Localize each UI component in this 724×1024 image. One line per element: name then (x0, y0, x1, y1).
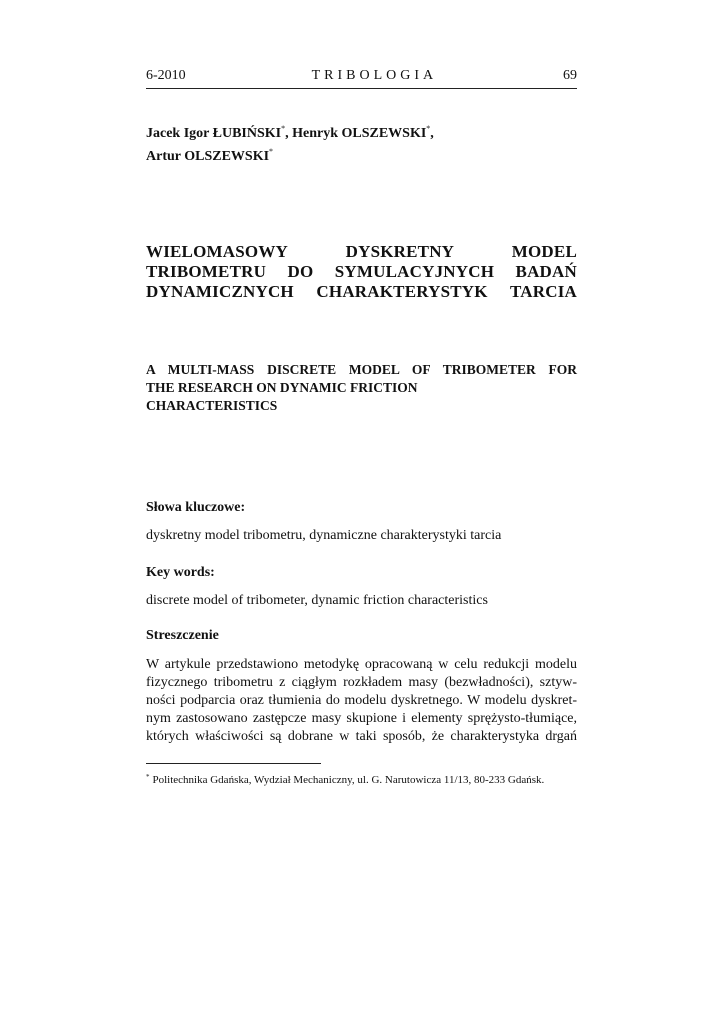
title-pl-line: WIELOMASOWY DYSKRETNY MODEL (146, 242, 577, 261)
title-english (146, 361, 577, 415)
abstract-line: których właściwości są dobrane w taki sposób, że charakterystyka drgań (146, 729, 577, 744)
affiliation-mark: * (426, 124, 431, 133)
author-lubinski: Jacek Igor ŁUBIŃSKI (146, 126, 282, 141)
abstract-body (146, 656, 577, 746)
affiliation-mark: * (269, 147, 274, 156)
title-pl-line: DYNAMICZNYCH CHARAKTERYSTYK TARCIA (146, 282, 577, 301)
keywords-pl-text: dyskretny model tribometru, dynamiczne charakterystyki tarcia (146, 528, 502, 543)
author-a-olszewski: Artur OLSZEWSKI (146, 149, 270, 164)
footnote-rule (146, 763, 321, 764)
abstract-line: fizycznego tribometru z ciągłym rozkładem masy (bezwładności), sztyw- (146, 675, 577, 690)
issue-number: 6-2010 (146, 68, 186, 83)
running-header (146, 68, 577, 89)
author-separator: , (430, 126, 434, 141)
page-number: 69 (563, 68, 577, 83)
abstract-line: nym zastosowano zastępcze masy skupione i elementy sprężysto-tłumiące, (146, 711, 577, 726)
title-polish (146, 242, 577, 302)
abstract-line: W artykule przedstawiono metodykę opracowaną w celu redukcji modelu (146, 657, 577, 672)
footnote (146, 770, 606, 787)
footnote-text: Politechnika Gdańska, Wydział Mechaniczny, ul. G. Narutowicza 11/13, 80-233 Gdańsk. (152, 774, 545, 786)
title-en-line: A MULTI-MASS DISCRETE MODEL OF TRIBOMETER FOR (146, 362, 577, 377)
author-list (146, 120, 577, 166)
author-h-olszewski: , Henryk OLSZEWSKI (285, 126, 427, 141)
keywords-en-text: discrete model of tribometer, dynamic friction characteristics (146, 593, 488, 608)
title-en-line: THE RESEARCH ON DYNAMIC FRICTION (146, 380, 418, 395)
abstract-heading: Streszczenie (146, 628, 219, 643)
affiliation-mark: * (281, 124, 286, 133)
abstract-line: ności podparcia oraz tłumienia do modelu dyskretnego. W modelu dyskret- (146, 693, 577, 708)
journal-name: TRIBOLOGIA (311, 68, 438, 83)
title-en-line: CHARACTERISTICS (146, 398, 278, 413)
keywords-pl-heading: Słowa kluczowe: (146, 500, 246, 515)
footnote-mark: * (146, 773, 150, 781)
author-line-1 (146, 120, 577, 143)
title-pl-line: TRIBOMETRU DO SYMULACYJNYCH BADAŃ (146, 262, 577, 281)
keywords-en-heading: Key words: (146, 565, 215, 580)
author-line-2 (146, 143, 577, 166)
